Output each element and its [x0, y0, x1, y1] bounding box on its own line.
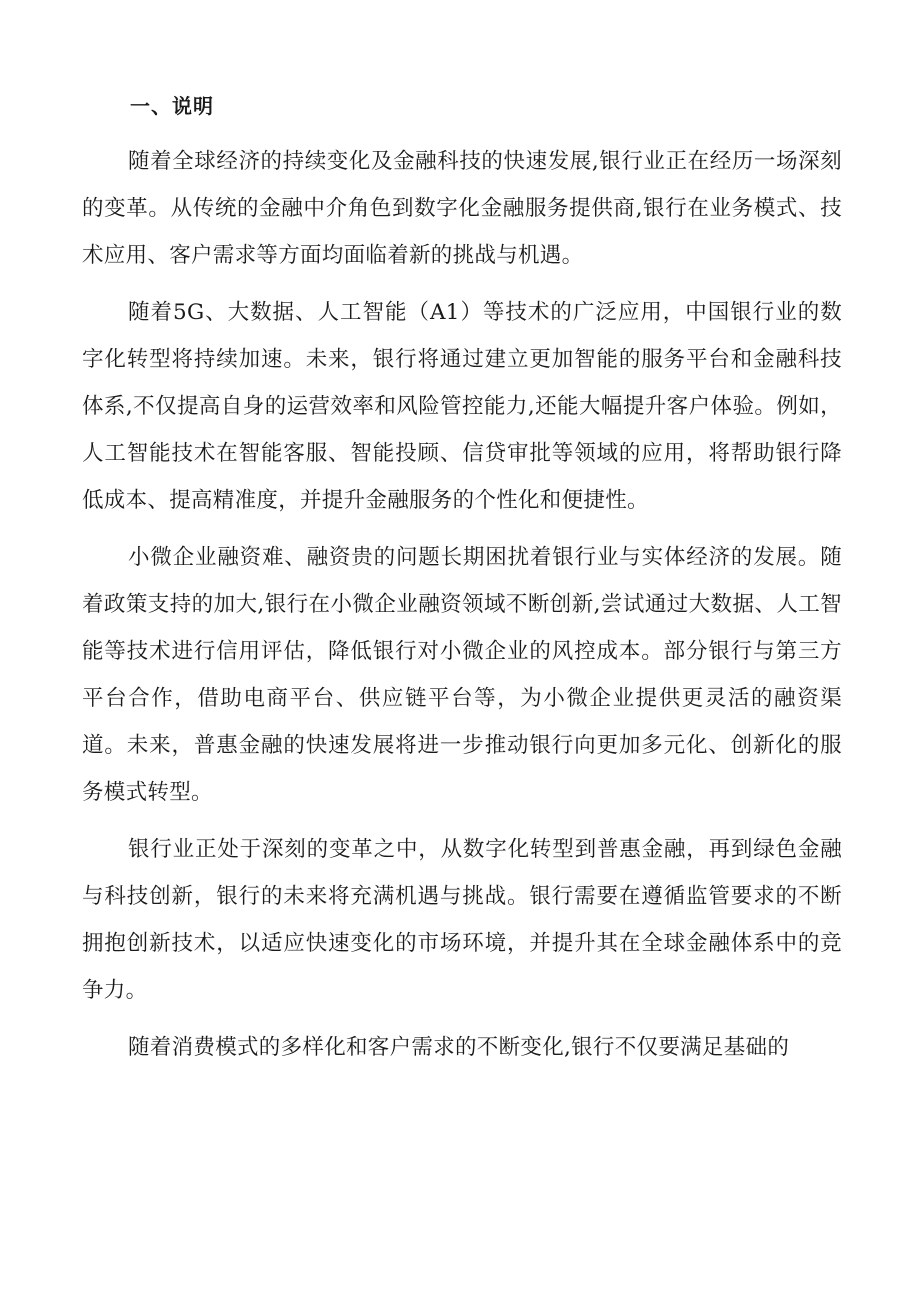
paragraph-3: 小微企业融资难、融资贵的问题长期困扰着银行业与实体经济的发展。随着政策支持的加大,银行在小微企业融资领域不断创新,尝试通过大数据、人工智能等技术进行信用评估，降低银行对小微企业的风控成本。部分银行与第三方平台合作，借助电商平台、供应链平台等，为小微企业提供更灵活的融资渠道。未来，普惠金融的快速发展将进一步推动银行向更加多元化、创新化的服务模式转型。 [82, 545, 842, 805]
paragraph-2: 随着5G、大数据、人工智能（A1）等技术的广泛应用，中国银行业的数字化转型将持续加速。未来，银行将通过建立更加智能的服务平台和金融科技体系,不仅提高自身的运营效率和风险管控能力,还能大幅提升客户体验。例如，人工智能技术在智能客服、智能投顾、信贷审批等领域的应用，将帮助银行降低成本、提高精准度，并提升金融服务的个性化和便捷性。 [82, 300, 842, 513]
section-heading: 一、说明 [130, 94, 214, 118]
paragraph-5: 随着消费模式的多样化和客户需求的不断变化,银行不仅要满足基础的 [128, 1035, 790, 1060]
paragraph-1: 随着全球经济的持续变化及金融科技的快速发展,银行业正在经历一场深刻的变革。从传统的金融中介角色到数字化金融服务提供商,银行在业务模式、技术应用、客户需求等方面均面临着新的挑战与机遇。 [82, 149, 842, 268]
paragraph-4: 银行业正处于深刻的变革之中，从数字化转型到普惠金融，再到绿色金融与科技创新，银行的未来将充满机遇与挑战。银行需要在遵循监管要求的不断拥抱创新技术，以适应快速变化的市场环境，并提升其在全球金融体系中的竞争力。 [82, 837, 842, 1003]
document-page [82, 88, 842, 1081]
